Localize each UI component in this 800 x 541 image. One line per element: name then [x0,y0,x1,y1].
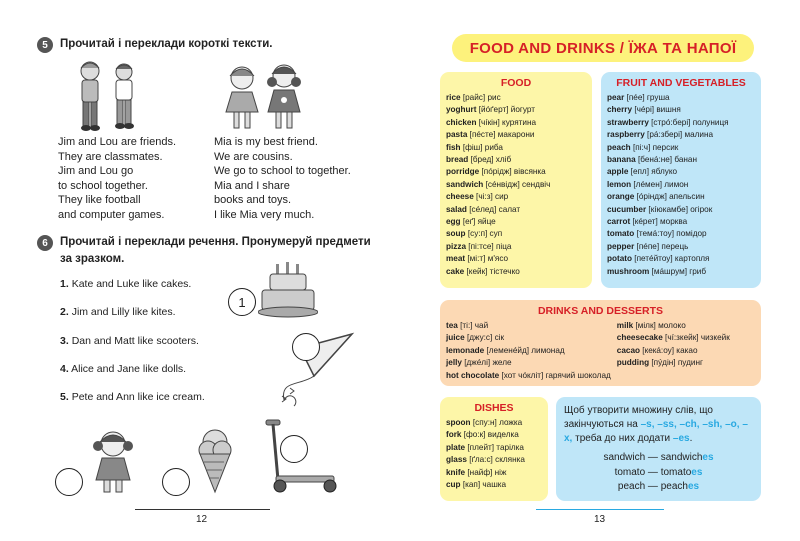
page-13-rule [536,509,664,510]
sentence-text: Alice and Jane like dolls. [71,363,187,375]
sample-answer-circle: 1 [228,288,256,316]
sentence-4 [60,363,186,375]
task-5-number: 5 [37,37,53,53]
vocab-item: orange [óріндж] апельсин [607,192,705,202]
vocab-item: milk [мілк] молоко [616,321,686,330]
vocab-item: apple [епл] яблуко [607,167,678,177]
vocab-item: glass [ґла:с] склянка [446,455,525,465]
vocab-item: raspberry [рá:збері] малина [607,130,714,140]
fruit-list [607,92,755,278]
ice-cream-answer-circle[interactable] [162,468,190,496]
story-line: Jim and Lou are friends. [58,136,177,148]
vocab-item: pudding [пýдін] пудинг [616,358,703,368]
sentence-5 [60,391,205,403]
task-5-title: Прочитай і переклади короткі тексти. [60,38,273,50]
story-line: They like football [58,194,141,207]
story-jim-lou [58,135,176,223]
vocab-item: carrot [кéрет] морква [607,217,688,227]
food-and-drinks-banner: FOOD AND DRINKS / ЇЖА ТА НАПОЇ [452,34,754,62]
story-line: to school together. [58,179,148,192]
rule-text: закінчуються на [564,419,641,430]
sentence-text: Jim and Lilly like kites. [71,306,176,318]
plural-example: sandwich — sandwiches [603,452,714,463]
story-line: They are classmates. [58,150,163,163]
rule-text: . [689,433,693,444]
vocab-item: rice [райс] рис [446,93,501,102]
vocab-item: cucumber [кíюкамбе] огірок [607,204,713,214]
sentence-text: Pete and Ann like ice cream. [71,391,205,403]
vocab-item: banana [бенá:не] банан [607,155,697,165]
vocab-item: pasta [пéсте] макарони [446,130,535,140]
page-12-rule [135,509,270,510]
rule-es: –es [672,433,690,444]
vocab-item: fork [фо:к] виделка [446,430,519,440]
page-number-12: 12 [196,514,208,525]
plural-example: tomato — tomatoes [614,466,703,478]
plural-rule-box [556,397,761,501]
vocab-item: lemon [лéмен] лимон [607,179,689,189]
vocab-item: egg [еґ] яйце [446,217,496,227]
vocab-item: potato [петéйтоу] картопля [607,254,710,264]
plural-rule-text [564,404,753,446]
vocab-item: knife [найф] ніж [446,467,507,477]
doll-illustration [88,430,138,496]
rule-text: треба до них додати [575,433,673,444]
task-6-title-line: за зразком. [60,253,125,265]
drinks-title: DRINKS AND DESSERTS [537,305,664,317]
vocab-item: cheesecake [чí:зкейк] чизкейк [616,333,730,343]
dishes-list [446,417,542,491]
sentence-1 [60,278,191,290]
vocab-item: lemonade [леменéйд] лимонад [446,345,565,355]
story-line: Mia and I share [214,179,290,192]
story-line: Mia is my best friend. [214,136,318,148]
vocab-item: cherry [чéрі] вишня [607,105,681,115]
vocab-item: fish [фіш] риба [446,142,503,152]
rule-text: Щоб утворити множину слів, що [564,405,713,416]
drinks-col-1 [446,320,611,382]
sentence-3 [60,335,199,347]
girls-illustration [220,60,310,136]
task-6-number: 6 [37,235,53,251]
vocab-item: bread [бред] хліб [446,155,512,165]
drinks-desserts-box [440,300,761,386]
sentence-number: 3. [60,335,69,347]
vocab-item: juice [джу:с] сік [446,333,505,343]
boys-illustration [68,58,150,134]
vocab-item: tomato [темá:тоу] помідор [607,229,707,239]
fruit-title: FRUIT AND VEGETABLES [616,77,746,89]
vocab-item: salad [сéлед] салат [446,204,521,214]
food-box [440,72,592,288]
vocab-item: cacao [кекá:оу] какао [616,345,698,355]
page-number-13: 13 [594,514,606,525]
sentence-2 [60,306,176,318]
cake-illustration [258,260,318,318]
drinks-col-2 [611,320,755,382]
sentence-number: 5. [60,391,69,403]
plural-example: peach — peaches [617,481,700,492]
vocab-item: pizza [пі:тсе] піца [446,241,512,251]
vocab-item: meat [мі:т] м'ясо [446,254,509,264]
plural-examples [564,451,753,495]
story-line: Jim and Lou go [58,165,134,178]
story-mia [214,135,351,223]
dishes-box [440,397,548,501]
vocab-item: peach [пі:ч] персик [607,142,679,152]
doll-answer-circle[interactable] [55,468,83,496]
ice-cream-illustration [194,428,236,494]
vocab-item: strawberry [стрó:бері] полуниця [607,117,729,127]
vocab-item: spoon [спу:н] ложка [446,418,523,427]
task-6-title-line: Прочитай і переклади речення. Пронумеруй предмети [60,236,371,248]
fruit-vegetables-box [601,72,761,288]
sentence-text: Kate and Luke like cakes. [71,278,192,290]
vocab-item: porridge [пóрідж] вівсянка [446,167,546,177]
story-line: We are cousins. [214,150,293,163]
vocab-item: pepper [пéпе] перець [607,241,689,251]
rule-suffixes: –s, –ss, –ch, –sh, –o, –x, [564,419,748,444]
story-line: and computer games. [58,208,165,221]
sentence-text: Dan and Matt like scooters. [71,335,199,347]
vocab-item: cake [кейк] тістечко [446,266,520,276]
sentence-number: 2. [60,306,69,318]
vocab-item: soup [су:п] суп [446,229,503,239]
food-title: FOOD [500,77,532,89]
story-line: We go to school to together. [214,165,351,178]
sentence-number: 1. [60,278,69,290]
vocab-item: mushroom [мáшрум] гриб [607,266,707,276]
task-6-title [60,234,371,268]
vocab-item: jelly [джéлі] желе [446,358,512,368]
vocab-item: sandwich [сéнвідж] сендвіч [446,179,551,189]
vocab-item: hot chocolate [хот чóкліт] гарячий шоколад [446,370,611,380]
dishes-title: DISHES [474,402,514,414]
food-list [446,92,586,278]
vocab-item: cup [кап] чашка [446,480,507,490]
scooter-answer-circle[interactable] [280,435,308,463]
kite-answer-circle[interactable] [292,333,320,361]
vocab-item: pear [пéе] груша [607,93,670,102]
vocab-item: chicken [чíкін] курятина [446,117,537,127]
sentence-number: 4. [60,363,69,375]
story-line: I like Mia very much. [214,208,315,221]
vocab-item: plate [плейт] тарілка [446,442,524,452]
drinks-list [446,320,755,382]
vocab-item: yoghurt [йóґерт] йогурт [446,105,535,115]
vocab-item: tea [ті:] чай [446,321,489,330]
vocab-item: cheese [чі:з] сир [446,192,509,202]
story-line: books and toys. [214,194,292,207]
